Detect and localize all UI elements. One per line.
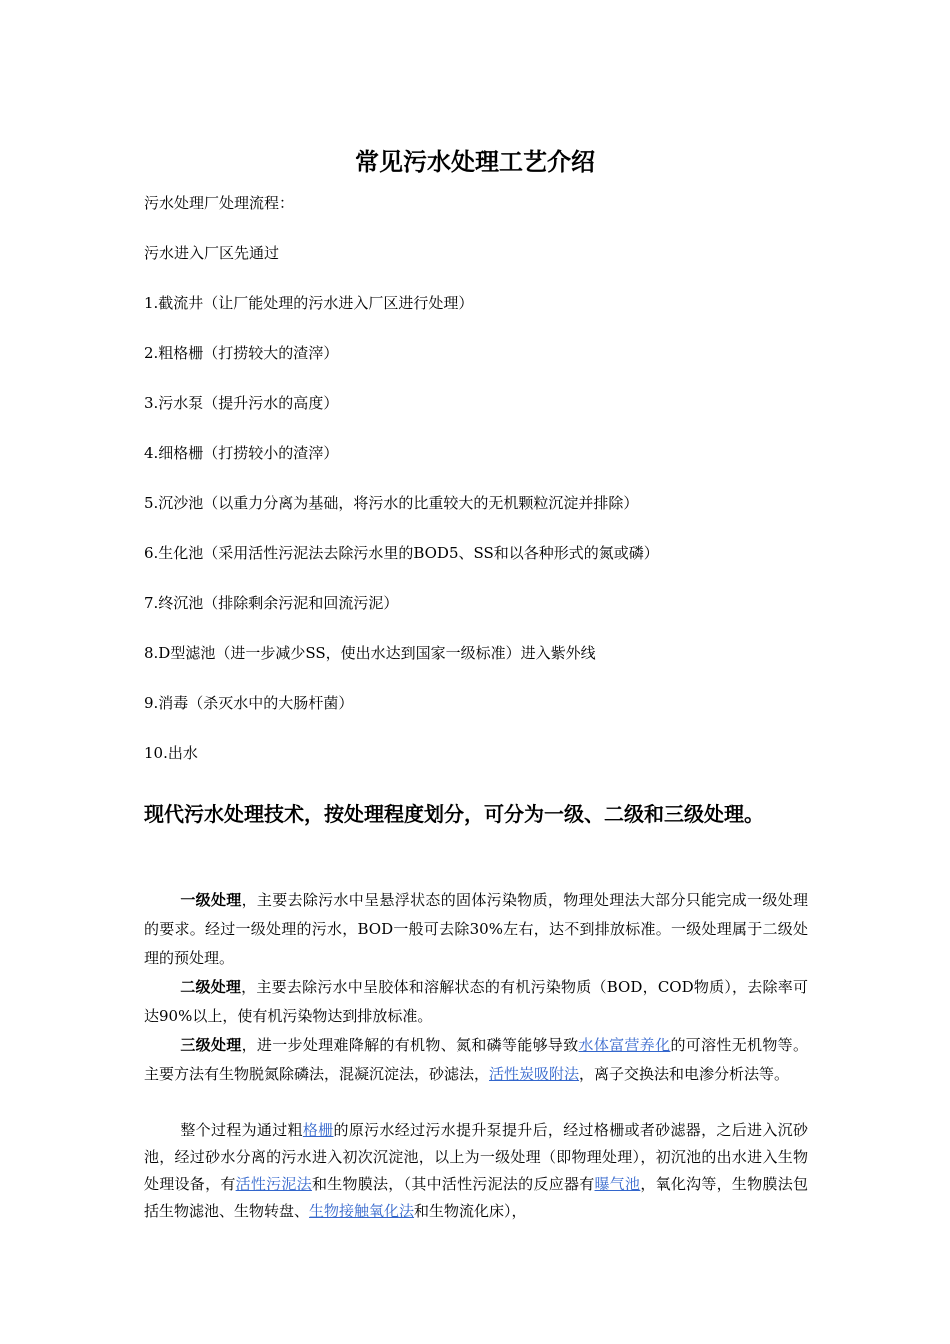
step-item-4: 4.细格栅（打捞较小的渣滓） [144,444,339,462]
paragraph-primary-treatment [144,886,808,973]
term-primary-treatment: 一级处理 [180,891,242,909]
paragraph-tertiary-treatment [144,1031,808,1089]
link-grille[interactable]: 格栅 [302,1121,334,1139]
link-biological-contact-oxidation[interactable]: 生物接触氧化法 [309,1202,415,1220]
document-title: 常见污水处理工艺介绍 [355,147,595,176]
step-item-7: 7.终沉池（排除剩余污泥和回流污泥） [144,594,399,612]
link-aeration-tank[interactable]: 曝气池 [594,1175,641,1193]
link-activated-carbon-adsorption[interactable]: 活性炭吸附法 [489,1065,580,1083]
paragraph-text: ，主要去除污水中呈胶体和溶解状态的有机污染物质（BOD，COD物质），去除率可达90%以上，使有机污染物达到排放标准。 [144,978,808,1025]
paragraph-text: ，离子交换法和电渗分析法等。 [579,1065,790,1083]
step-item-8: 8.D型滤池（进一步减少SS，使出水达到国家一级标准）进入紫外线 [144,644,596,662]
paragraph-text: ，进一步处理难降解的有机物、氮和磷等能够导致 [241,1036,579,1054]
section-heading: 现代污水处理技术，按处理程度划分，可分为一级、二级和三级处理。 [144,802,764,826]
step-item-2: 2.粗格栅（打捞较大的渣滓） [144,344,339,362]
paragraph-process-overview [144,1117,808,1225]
link-activated-sludge[interactable]: 活性污泥法 [235,1175,312,1193]
paragraph-text: ，主要去除污水中呈悬浮状态的固体污染物质，物理处理法大部分只能完成一级处理的要求。经过一级处理的污水，BOD一般可去除30%左右，达不到排放标准。一级处理属于二级处理的预处理。 [144,891,808,967]
paragraph-text: 和生物流化床）， [414,1202,527,1220]
step-item-5: 5.沉沙池（以重力分离为基础，将污水的比重较大的无机颗粒沉淀并排除） [144,494,639,512]
paragraph-text: 和生物膜法，（其中活性污泥法的反应器有 [311,1175,595,1193]
intro-line-2: 污水进入厂区先通过 [144,244,280,262]
term-secondary-treatment: 二级处理 [180,978,242,996]
step-item-9: 9.消毒（杀灭水中的大肠杆菌） [144,694,354,712]
paragraph-text: ，氧化沟等，生物膜法包括生物滤池、生物转盘、 [144,1175,808,1220]
paragraph-text: 的可溶性无机物等。主要方法有生物脱氮除磷法，混凝沉淀法，砂滤法， [144,1036,808,1083]
step-item-10: 10.出水 [144,744,198,762]
link-eutrophication[interactable]: 水体富营养化 [578,1036,671,1054]
paragraph-text: 整个过程为通过粗 [180,1121,303,1139]
intro-line-1: 污水处理厂处理流程： [144,194,295,212]
step-item-3: 3.污水泵（提升污水的高度） [144,394,339,412]
paragraph-secondary-treatment [144,973,808,1031]
term-tertiary-treatment: 三级处理 [180,1036,242,1054]
step-item-1: 1.截流井（让厂能处理的污水进入厂区进行处理） [144,294,474,312]
paragraph-text: 的原污水经过污水提升泵提升后，经过格栅或者砂滤器，之后进入沉砂池，经过砂水分离的污水进入初次沉淀池，以上为一级处理（即物理处理），初沉池的出水进入生物处理设备，有 [144,1121,808,1193]
step-item-6: 6.生化池（采用活性污泥法去除污水里的BOD5、SS和以各种形式的氮或磷） [144,544,659,562]
